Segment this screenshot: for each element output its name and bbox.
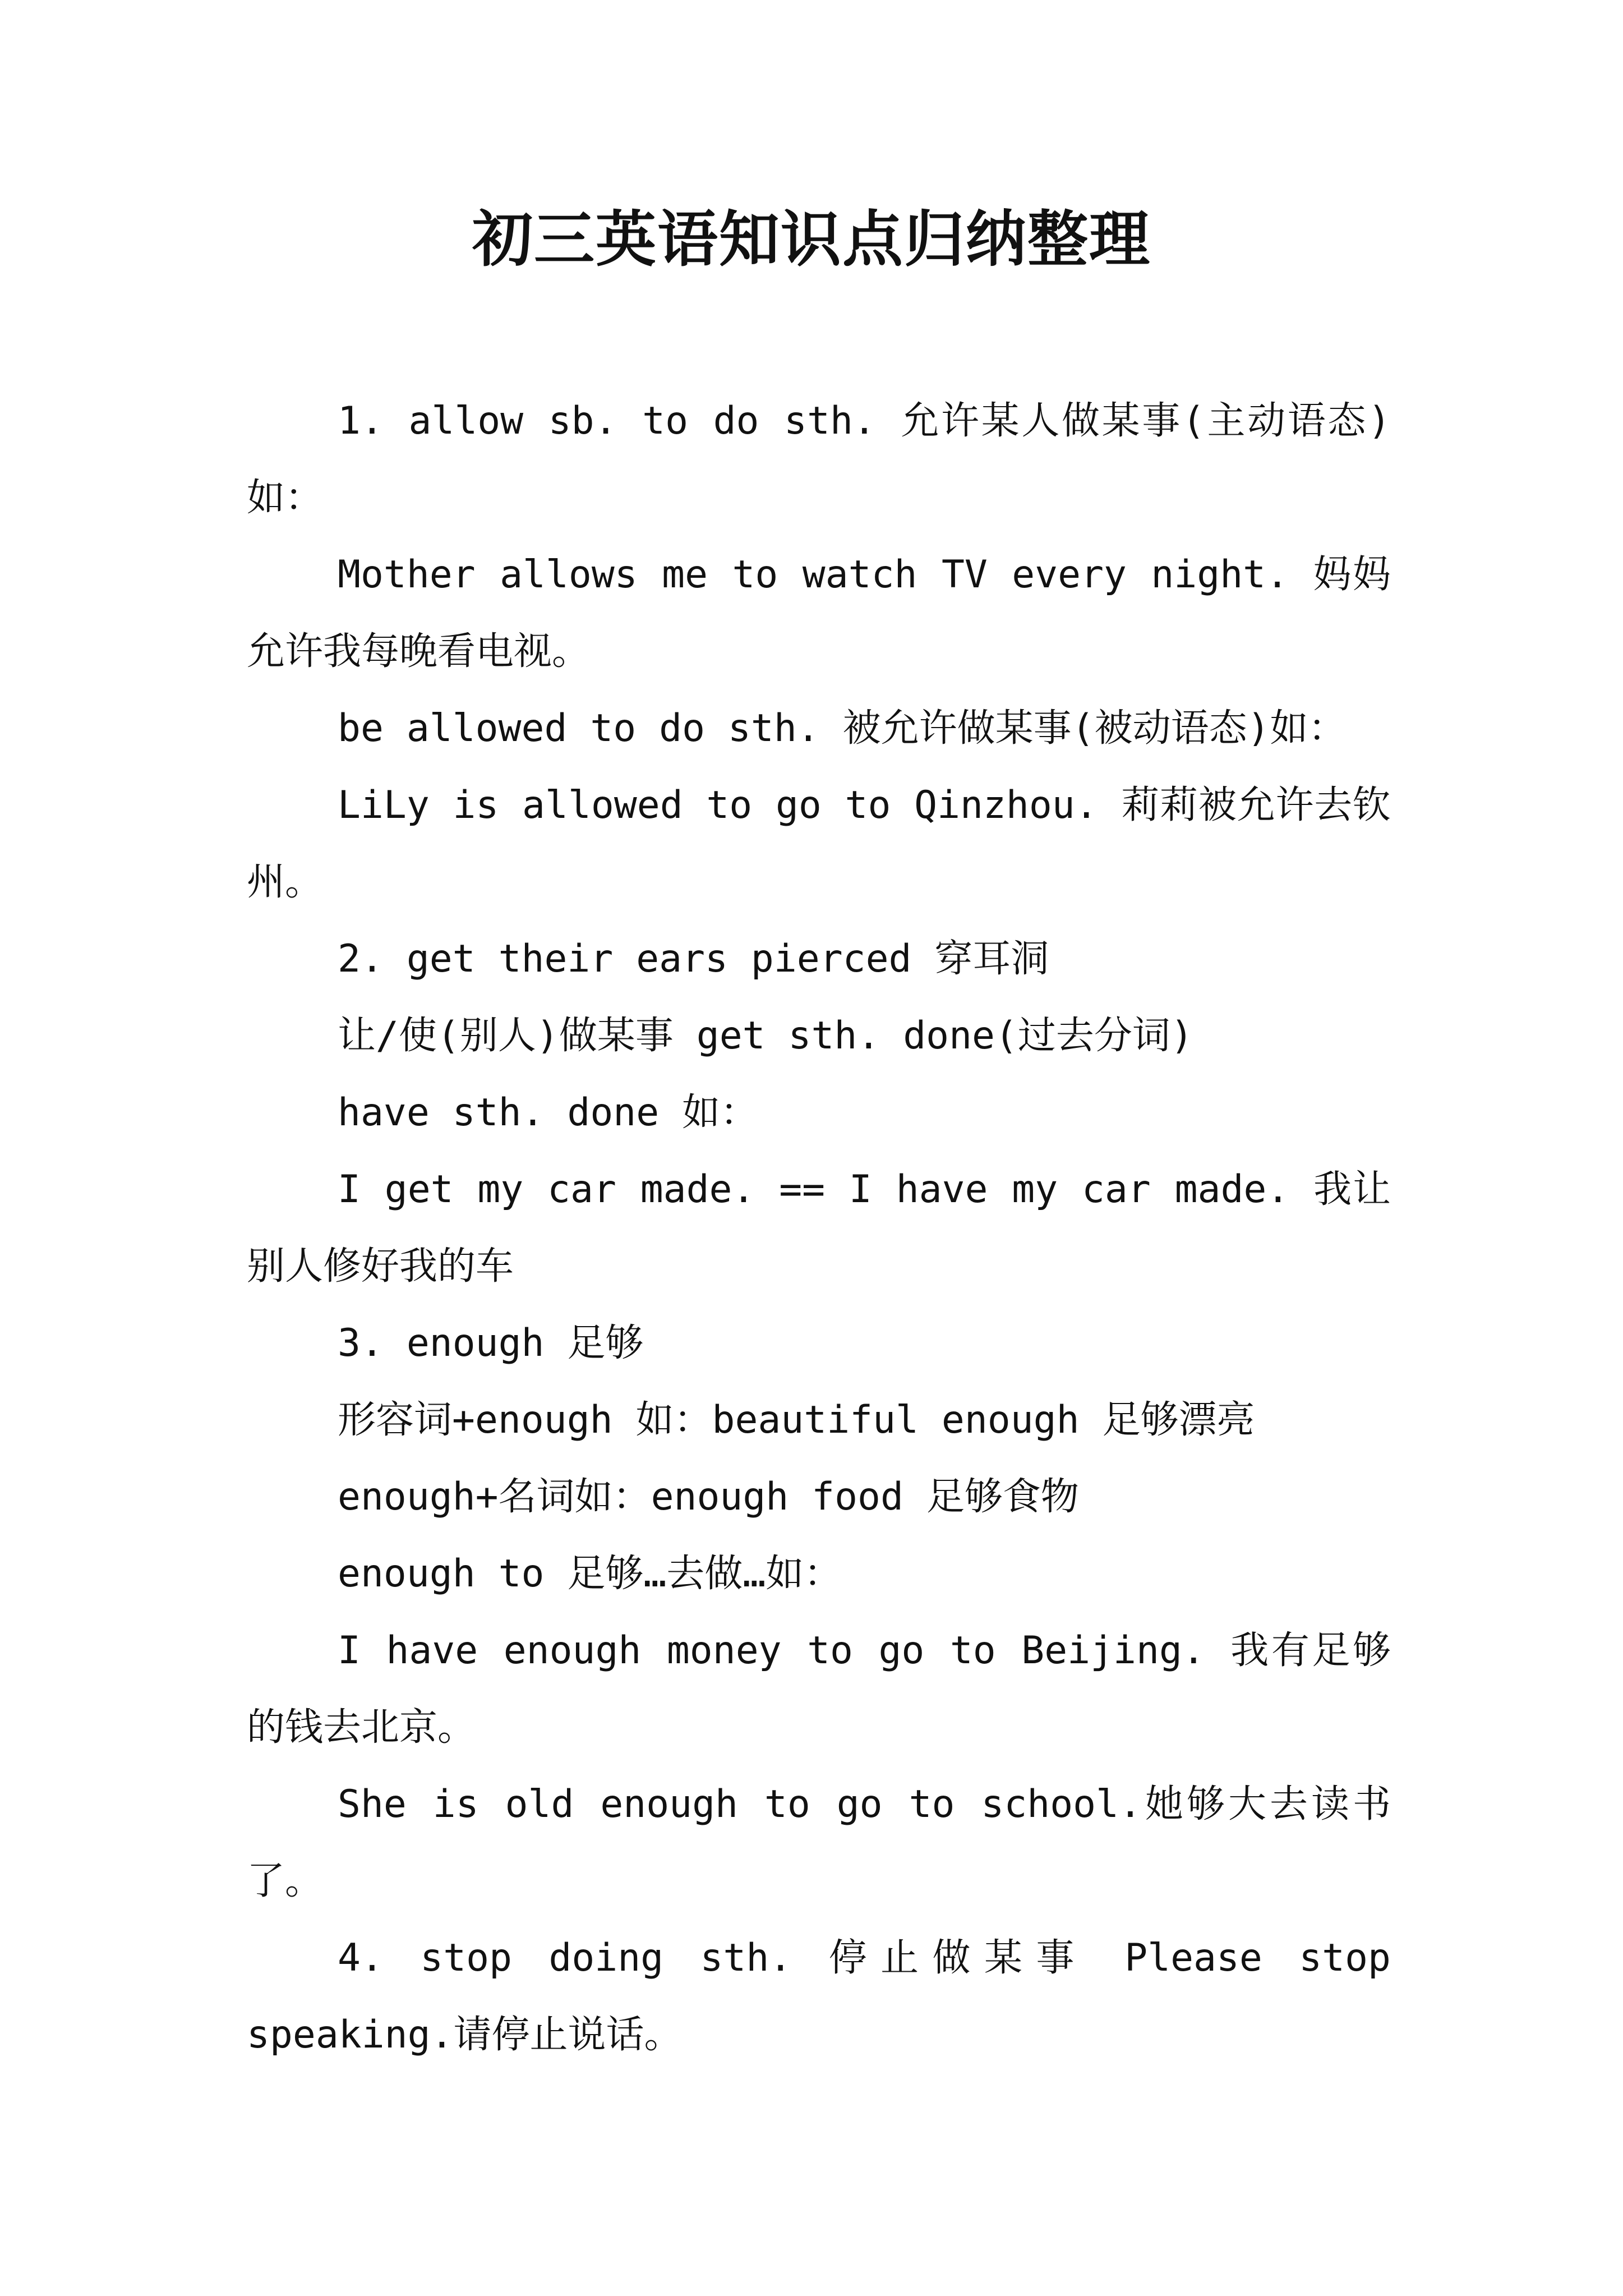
paragraph-get-done-rule: 让/使(别人)做某事 get sth. done(过去分词) [338, 1014, 1193, 1058]
document-body [247, 383, 1391, 2073]
paragraph-enough-noun: enough+名词如：enough food 足够食物 [338, 1475, 1079, 1519]
paragraph-stop-doing: 4. stop doing sth. 停止做某事 Please stop speaking.请停止说话。 [247, 1936, 1391, 2057]
paragraph-allow-rule: 1. allow sb. to do sth. 允许某人做某事(主动语态)如： [247, 399, 1391, 520]
document-title: 初三英语知识点归纳整理 [472, 204, 1151, 275]
paragraph-money-example: I have enough money to go to Beijing. 我有足够的钱去北京。 [247, 1628, 1391, 1750]
paragraph-allowed-example: LiLy is allowed to go to Qinzhou. 莉莉被允许去钦州。 [247, 783, 1391, 904]
paragraph-enough-to: enough to 足够…去做…如： [338, 1552, 842, 1596]
paragraph-allowed-rule: be allowed to do sth. 被允许做某事(被动语态)如： [338, 706, 1347, 751]
paragraph-enough-heading: 3. enough 足够 [338, 1321, 644, 1365]
paragraph-ears-pierced: 2. get their ears pierced 穿耳洞 [338, 937, 1049, 981]
paragraph-allow-example: Mother allows me to watch TV every night. 妈妈允许我每晚看电视。 [247, 553, 1391, 674]
paragraph-car-example: I get my car made. == I have my car made. 我让别人修好我的车 [247, 1167, 1391, 1289]
paragraph-school-example: She is old enough to go to school.她够大去读书了。 [247, 1782, 1391, 1903]
paragraph-have-done-rule: have sth. done 如： [338, 1091, 759, 1135]
paragraph-adj-enough: 形容词+enough 如：beautiful enough 足够漂亮 [338, 1398, 1255, 1442]
